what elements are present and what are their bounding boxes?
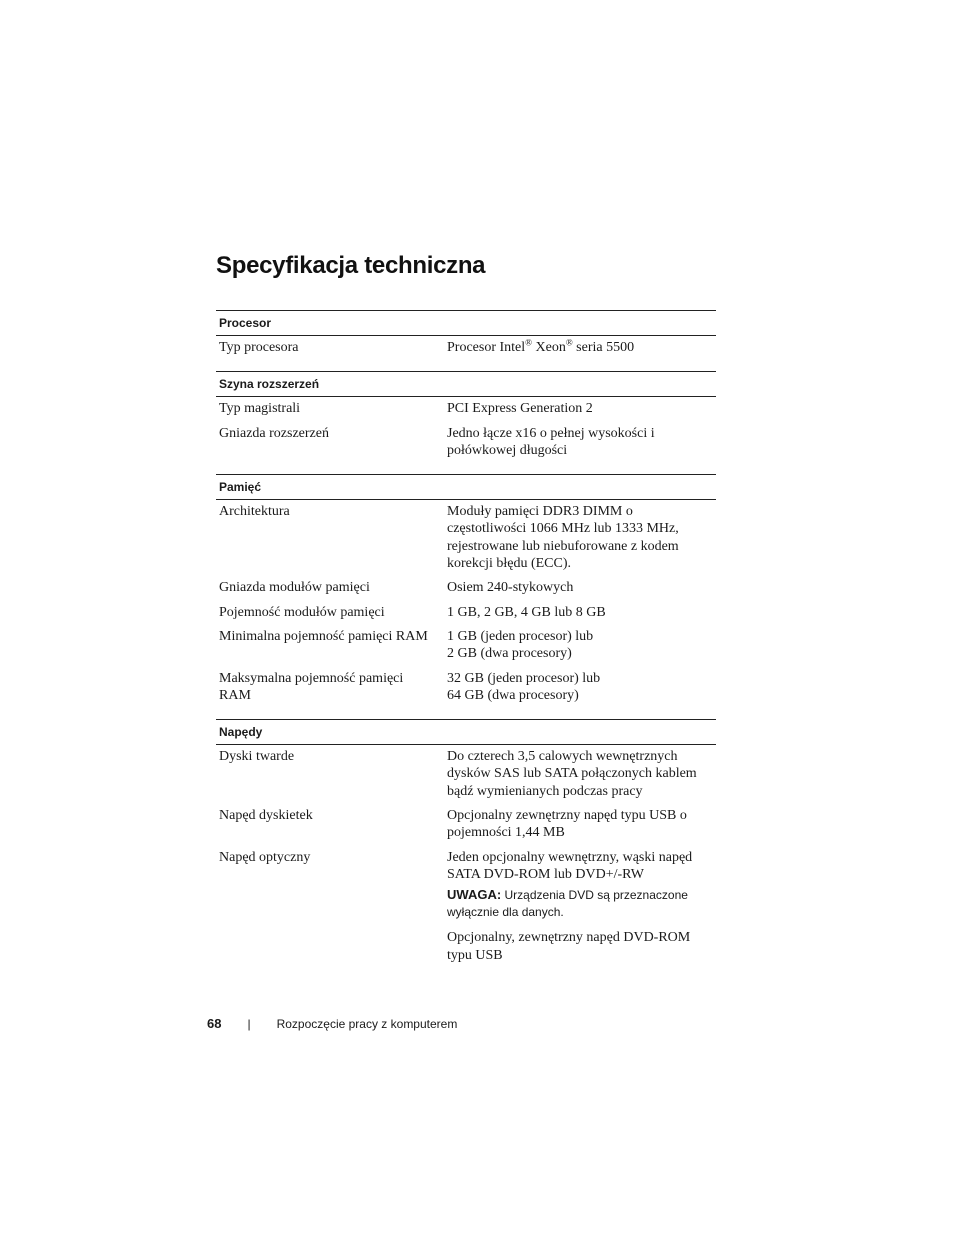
spec-value: Procesor Intel® Xeon® seria 5500: [447, 337, 635, 355]
spec-row: [216, 842, 716, 964]
spec-value: Jeden opcjonalny wewnętrzny, wąski napęd SATA DVD-ROM lub DVD+/-RW UWAGA: Urządzenia DVD są przeznaczone wyłącznie dla danych. Opcjonalny, zewnętrzny napęd DVD-ROM typu USB: [447, 849, 712, 964]
section-procesor: [216, 310, 716, 371]
note-text: Urządzenia DVD są przeznaczone: [501, 888, 688, 903]
spec-value: 32 GB (jeden procesor) lub 64 GB (dwa procesory): [447, 670, 601, 703]
footer-chapter-title: Rozpoczęcie pracy z komputerem: [276, 1016, 458, 1031]
spec-label: Maksymalna pojemność pamięci RAM: [219, 670, 404, 703]
spec-label: Napęd dyskietek: [219, 808, 313, 824]
spec-label: Napęd optyczny: [219, 849, 311, 865]
section-header: Napędy: [216, 719, 716, 745]
spec-value: Osiem 240-stykowych: [447, 580, 574, 596]
spec-value: 1 GB (jeden procesor) lub 2 GB (dwa procesory): [447, 628, 594, 662]
section-pamiec: [216, 474, 716, 719]
spec-row: [216, 621, 716, 663]
section-header: Pamięć: [216, 474, 716, 500]
spec-value: PCI Express Generation 2: [447, 401, 593, 417]
spec-value: Do czterech 3,5 calowych wewnętrznych dysków SAS lub SATA połączonych kablem bądź wymienianych podczas pracy: [447, 749, 697, 799]
spec-row: [216, 397, 716, 417]
spec-value: Jedno łącze x16 o pełnej wysokości i połówkowej długości: [447, 425, 655, 458]
spec-label: Typ magistrali: [219, 401, 301, 417]
spec-table: [216, 310, 716, 979]
page-number: 68: [207, 1016, 222, 1031]
spec-row: [216, 418, 716, 460]
spec-row: [216, 500, 716, 572]
section-header: Procesor: [216, 310, 716, 336]
page-footer: [207, 1016, 457, 1031]
spec-value: 1 GB, 2 GB, 4 GB lub 8 GB: [447, 604, 606, 620]
spec-row: [216, 597, 716, 621]
spec-row: [216, 336, 716, 356]
spec-label: Minimalna pojemność pamięci RAM: [219, 628, 428, 644]
spec-label: Dyski twarde: [219, 749, 295, 765]
spec-label: Gniazda modułów pamięci: [219, 580, 370, 596]
spec-value-followup: Opcjonalny, zewnętrzny napęd DVD-ROM typu USB: [447, 930, 691, 963]
note-text: wyłącznie dla danych.: [447, 905, 564, 920]
section-szyna-rozszerzen: [216, 371, 716, 474]
spec-value: Opcjonalny zewnętrzny napęd typu USB o pojemności 1,44 MB: [447, 808, 687, 841]
note-title: UWAGA:: [447, 887, 502, 903]
page-title: Specyfikacja techniczna: [216, 252, 486, 279]
spec-row: [216, 572, 716, 596]
section-napedy: [216, 719, 716, 979]
section-header: Szyna rozszerzeń: [216, 371, 716, 397]
spec-label: Gniazda rozszerzeń: [219, 425, 329, 441]
spec-row: [216, 745, 716, 800]
note: [447, 886, 712, 921]
spec-value: Moduły pamięci DDR3 DIMM o częstotliwości 1066 MHz lub 1333 MHz, rejestrowane lub niebuforowane z kodem korekcji błędu (ECC).: [447, 504, 679, 572]
spec-label: Pojemność modułów pamięci: [219, 604, 385, 620]
spec-row: [216, 663, 716, 705]
spec-label: Typ procesora: [219, 340, 299, 355]
spec-label: Architektura: [219, 504, 290, 520]
footer-separator: |: [247, 1016, 251, 1031]
spec-row: [216, 800, 716, 842]
